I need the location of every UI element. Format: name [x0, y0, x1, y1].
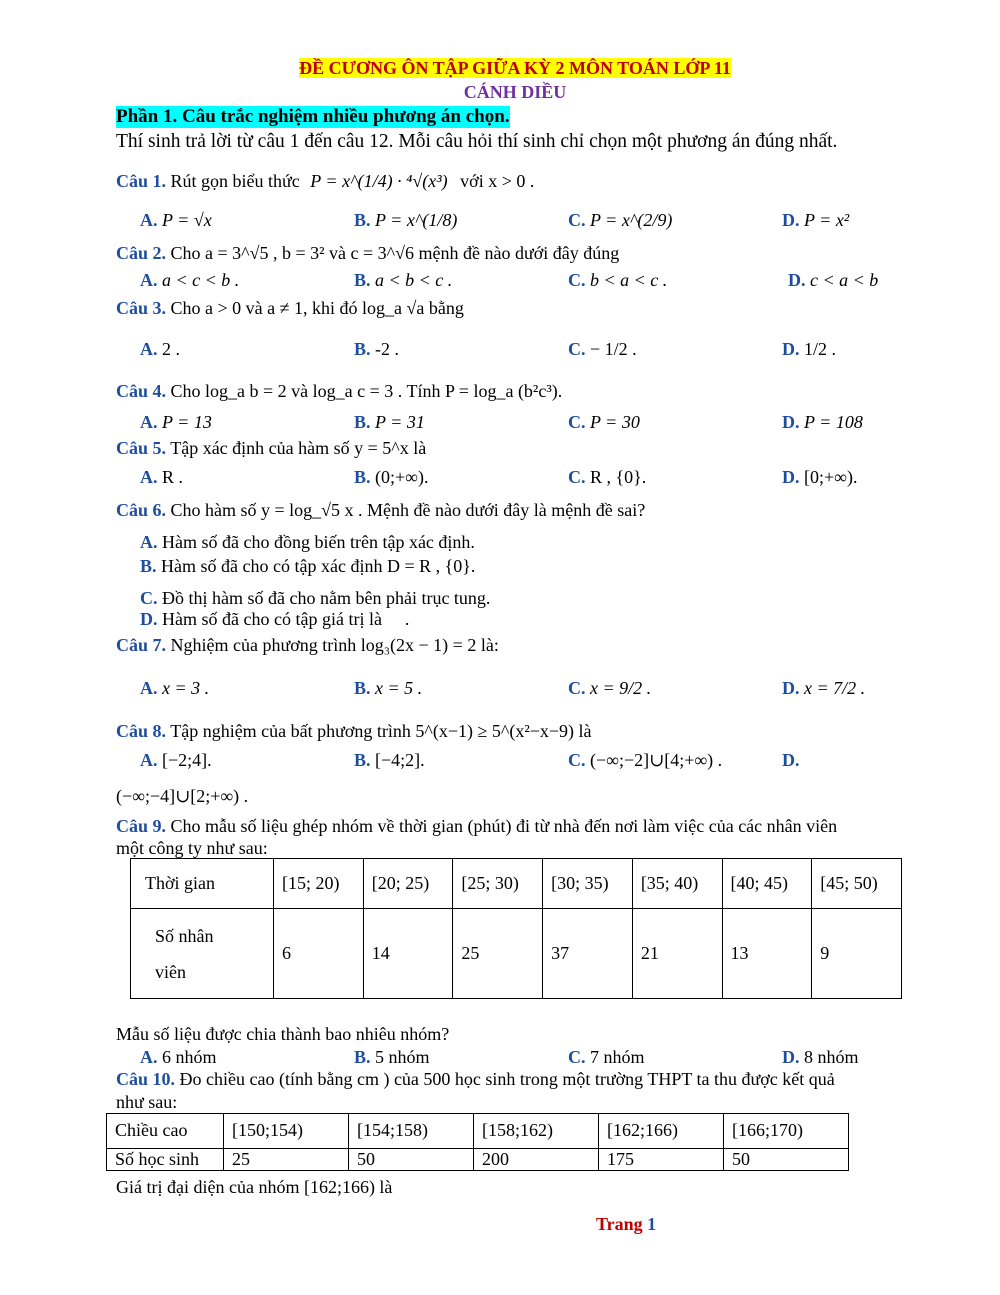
table-row	[131, 909, 902, 999]
q4-option-a[interactable]: A. P = 13	[140, 412, 212, 432]
group-cell: [150;154)	[224, 1114, 349, 1149]
q7-option-b[interactable]: B. x = 5 .	[354, 678, 423, 698]
q3-option-a[interactable]: A. 2 .	[140, 339, 180, 359]
page-title: ĐỀ CƯƠNG ÔN TẬP GIỮA KỲ 2 MÔN TOÁN LỚP 11	[299, 58, 731, 78]
question-9: Câu 9. Cho mẫu số liệu ghép nhóm về thời gian (phút) đi từ nhà đến nơi làm việc của các nhân viên	[116, 816, 838, 836]
question-6: Câu 6. Cho hàm số y = log_√5 x . Mệnh đề nào dưới đây là mệnh đề sai?	[116, 500, 646, 520]
table-row	[131, 859, 902, 909]
page-number: 1	[647, 1214, 657, 1234]
time-data-table	[130, 858, 902, 999]
question-7: Câu 7. Nghiệm của phương trình log₃(2x − 1) = 2 là:	[116, 635, 499, 655]
question-2: Câu 2. Cho a = 3^√5 , b = 3² và c = 3^√6 mệnh đề nào dưới đây đúng	[116, 243, 620, 263]
group-cell: [45; 50)	[812, 859, 902, 909]
group-cell: [162;166)	[599, 1114, 724, 1149]
q1-option-b[interactable]: B. P = x^(1/8)	[354, 210, 458, 230]
q9-option-a[interactable]: A. 6 nhóm	[140, 1047, 217, 1067]
question-1: Câu 1. Rút gọn biểu thức P = x^(1/4) · ⁴√(x³) với x > 0 .	[116, 171, 535, 191]
q2-option-a[interactable]: A. a < c < b .	[140, 270, 240, 290]
question-10-cont: như sau:	[116, 1092, 178, 1112]
q3-option-c[interactable]: C. − 1/2 .	[568, 339, 637, 359]
q6-option-c[interactable]: C. Đồ thị hàm số đã cho nằm bên phải trục tung.	[140, 588, 491, 608]
group-cell: [166;170)	[724, 1114, 849, 1149]
question-10-prompt: Giá trị đại diện của nhóm [162;166) là	[116, 1177, 393, 1197]
question-1-expression: P = x^(1/4) · ⁴√(x³)	[310, 171, 448, 191]
q1-option-a[interactable]: A. P = √x	[140, 210, 212, 230]
q7-option-d[interactable]: D. x = 7/2 .	[782, 678, 866, 698]
count-cell: 14	[363, 909, 453, 999]
group-cell: [25; 30)	[453, 859, 543, 909]
q5-option-c[interactable]: C. R , {0}.	[568, 467, 647, 487]
question-3: Câu 3. Cho a > 0 và a ≠ 1, khi đó log_a √a bằng	[116, 298, 464, 318]
question-8: Câu 8. Tập nghiệm của bất phương trình 5^(x−1) ≥ 5^(x²−x−9) là	[116, 721, 592, 741]
q8-option-b[interactable]: B. [−4;2].	[354, 750, 425, 770]
q1-option-d[interactable]: D. P = x²	[782, 210, 850, 230]
q9-option-c[interactable]: C. 7 nhóm	[568, 1047, 645, 1067]
q2-option-d[interactable]: D. c < a < b	[788, 270, 879, 290]
question-4: Câu 4. Cho log_a b = 2 và log_a c = 3 . Tính P = log_a (b²c³).	[116, 381, 563, 401]
table-row	[107, 1148, 849, 1170]
q6-option-d[interactable]: D. Hàm số đã cho có tập giá trị là ⃞ .	[140, 609, 410, 629]
q7-option-c[interactable]: C. x = 9/2 .	[568, 678, 652, 698]
count-cell: 25	[224, 1148, 349, 1170]
question-10: Câu 10. Đo chiều cao (tính bằng cm ) của 500 học sinh trong một trường THPT ta thu được kết quả	[116, 1069, 835, 1089]
group-cell: [20; 25)	[363, 859, 453, 909]
q8-option-a[interactable]: A. [−2;4].	[140, 750, 212, 770]
page-footer: Trang 1	[596, 1214, 657, 1234]
q3-option-b[interactable]: B. -2 .	[354, 339, 400, 359]
count-cell: 6	[274, 909, 364, 999]
q6-option-b[interactable]: B. Hàm số đã cho có tập xác định D = R , {0}.	[140, 556, 476, 576]
q5-option-d[interactable]: D. [0;+∞).	[782, 467, 858, 487]
table-header-cell: Số nhân viên	[131, 909, 274, 999]
q2-option-c[interactable]: C. b < a < c .	[568, 270, 668, 290]
q8-option-c[interactable]: C. (−∞;−2]∪[4;+∞) .	[568, 750, 723, 770]
q8-option-d-text[interactable]: (−∞;−4]∪[2;+∞) .	[116, 786, 249, 806]
group-cell: [158;162)	[474, 1114, 599, 1149]
count-cell: 21	[632, 909, 722, 999]
height-data-table	[106, 1113, 849, 1171]
count-cell: 25	[453, 909, 543, 999]
q8-option-d-label[interactable]: D.	[782, 750, 800, 770]
q7-option-a[interactable]: A. x = 3 .	[140, 678, 210, 698]
count-cell: 50	[724, 1148, 849, 1170]
question-9-prompt: Mẫu số liệu được chia thành bao nhiêu nhóm?	[116, 1024, 450, 1044]
question-5: Câu 5. Tập xác định của hàm số y = 5^x là	[116, 438, 427, 458]
count-cell: 175	[599, 1148, 724, 1170]
q9-option-d[interactable]: D. 8 nhóm	[782, 1047, 859, 1067]
part1-heading: Phần 1. Câu trắc nghiệm nhiều phương án chọn.	[116, 106, 510, 127]
group-cell: [40; 45)	[722, 859, 812, 909]
q4-option-d[interactable]: D. P = 108	[782, 412, 863, 432]
count-cell: 50	[349, 1148, 474, 1170]
q3-option-d[interactable]: D. 1/2 .	[782, 339, 837, 359]
count-cell: 9	[812, 909, 902, 999]
page-subtitle: CÁNH DIỀU	[463, 82, 567, 102]
count-cell: 13	[722, 909, 812, 999]
group-cell: [30; 35)	[543, 859, 633, 909]
table-header-cell: Số học sinh	[107, 1148, 224, 1170]
q6-option-a[interactable]: A. Hàm số đã cho đồng biến trên tập xác định.	[140, 532, 475, 552]
count-cell: 37	[543, 909, 633, 999]
q4-option-c[interactable]: C. P = 30	[568, 412, 640, 432]
question-9-cont: một công ty như sau:	[116, 838, 268, 858]
table-header-cell: Thời gian	[131, 859, 274, 909]
count-cell: 200	[474, 1148, 599, 1170]
group-cell: [154;158)	[349, 1114, 474, 1149]
table-row	[107, 1114, 849, 1149]
q2-option-b[interactable]: B. a < b < c .	[354, 270, 453, 290]
table-header-cell: Chiều cao	[107, 1114, 224, 1149]
group-cell: [15; 20)	[274, 859, 364, 909]
q5-option-b[interactable]: B. (0;+∞).	[354, 467, 429, 487]
q5-option-a[interactable]: A. R .	[140, 467, 184, 487]
q9-option-b[interactable]: B. 5 nhóm	[354, 1047, 430, 1067]
q4-option-b[interactable]: B. P = 31	[354, 412, 425, 432]
part1-instruction: Thí sinh trả lời từ câu 1 đến câu 12. Mỗi câu hỏi thí sinh chỉ chọn một phương án đúng nhất.	[116, 131, 838, 152]
group-cell: [35; 40)	[632, 859, 722, 909]
q1-option-c[interactable]: C. P = x^(2/9)	[568, 210, 673, 230]
